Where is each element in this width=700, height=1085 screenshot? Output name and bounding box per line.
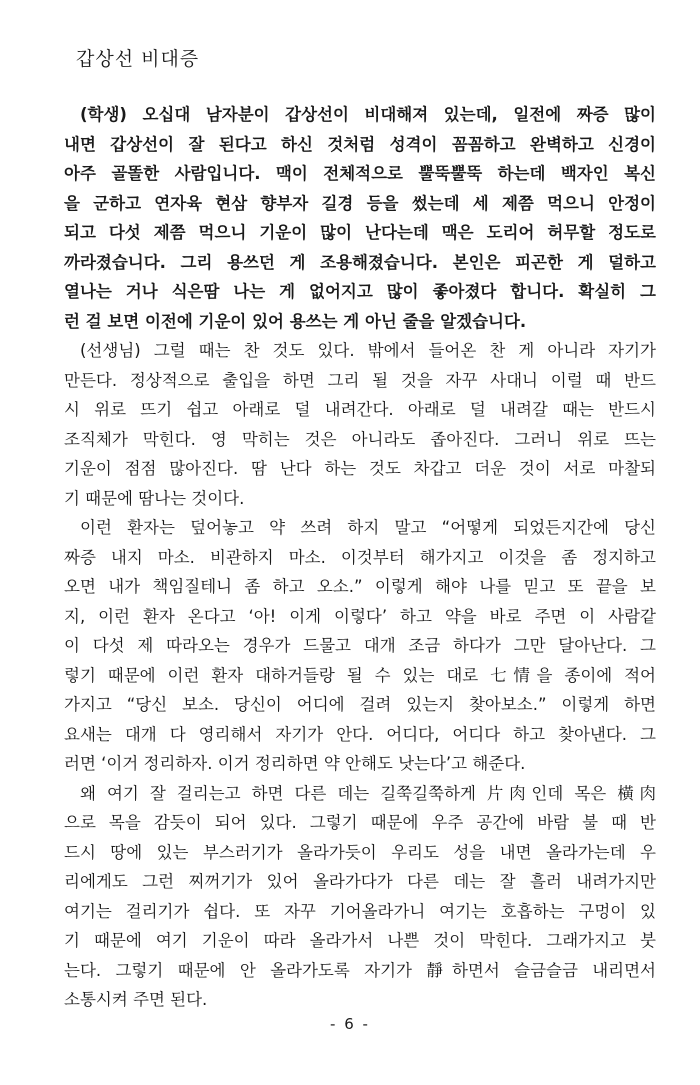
text-line: 는다. 그렇기 때문에 안 올라가도록 자기가 靜하면서 슬금슬금 내리면서 xyxy=(64,960,656,980)
text-line: 러면 ‘이거 정리하자. 이거 정리하면 약 안해도 낫는다’고 해준다. xyxy=(64,754,526,773)
text-line: 아주 골똘한 사람입니다. 맥이 전체적으로 뿔뚝뿔뚝 하는데 백자인 복신 xyxy=(64,164,656,183)
page-number: - 6 - xyxy=(330,1015,370,1033)
text-line: 시 위로 뜨기 쉽고 아래로 덜 내려간다. 아래로 덜 내려갈 때는 반드시 xyxy=(64,400,656,419)
text-line: (학생) 오십대 남자분이 갑상선이 비대해져 있는데, 일전에 짜증 많이 xyxy=(80,105,656,124)
text-line: 이 다섯 제 따라오는 경우가 드물고 대개 조금 하다가 그만 달아난다. 그 xyxy=(64,636,656,655)
text-line: (선생님) 그럴 때는 찬 것도 있다. 밖에서 들어온 찬 게 아니라 자기가 xyxy=(80,341,656,360)
text-line: 으로 목을 감듯이 되어 있다. 그렇기 때문에 우주 공간에 바람 불 때 반 xyxy=(64,813,656,832)
text-line: 열나는 거나 식은땀 나는 게 없어지고 많이 좋아졌다 합니다. 확실히 그 xyxy=(64,282,656,301)
text-line: 기 때문에 땀나는 것이다. xyxy=(64,488,245,508)
text-line: 되고 다섯 제쯤 먹으니 기운이 많이 난다는데 맥은 도리어 허무할 정도로 xyxy=(64,223,656,242)
paragraph xyxy=(64,513,656,779)
page-title: 갑상선 비대증 xyxy=(76,48,200,70)
text-line: 여기는 걸리기가 쉽다. 또 자꾸 기어올라가니 여기는 호흡하는 구멍이 있 xyxy=(64,901,656,921)
document-body xyxy=(64,100,656,1015)
text-line: 이런 환자는 덮어놓고 약 쓰려 하지 말고 “어떻게 되었든지간에 당신 xyxy=(80,518,656,537)
text-line: 조직체가 막힌다. 영 막히는 것은 아니라도 좁아진다. 그러니 위로 뜨는 xyxy=(64,429,656,449)
text-line: 을 군하고 연자육 현삼 향부자 길경 등을 썼는데 세 제쯤 먹으니 안정이 xyxy=(64,193,656,213)
text-line: 까라졌습니다. 그리 용쓰던 게 조용해졌습니다. 본인은 피곤한 게 덜하고 xyxy=(64,252,656,272)
text-line: 소통시켜 주면 된다. xyxy=(64,990,208,1009)
paragraph xyxy=(64,100,656,336)
text-line: 오면 내가 책임질테니 좀 하고 오소.” 이렇게 해야 나를 믿고 또 끝을 보 xyxy=(64,577,656,596)
text-line: 드시 땅에 있는 부스러기가 올라가듯이 우리도 성을 내면 올라가는데 우 xyxy=(64,842,656,862)
text-line: 내면 갑상선이 잘 된다고 하신 것처럼 성격이 꼼꼼하고 완벽하고 신경이 xyxy=(64,134,656,154)
text-line: 가지고 “당신 보소. 당신이 어디에 걸려 있는지 찾아보소.” 이렇게 하면 xyxy=(64,695,656,714)
text-line: 요새는 대개 다 영리해서 자기가 안다. 어디다, 어디다 하고 찾아낸다. 그 xyxy=(64,724,656,744)
text-line: 기 때문에 여기 기운이 따라 올라가서 나쁜 것이 막힌다. 그래가지고 붓 xyxy=(64,931,656,950)
text-line: 왜 여기 잘 걸리는고 하면 다른 데는 길쭉길쭉하게 片肉인데 목은 橫肉 xyxy=(80,783,656,803)
text-line: 만든다. 정상적으로 출입을 하면 그리 될 것을 자꾸 사대니 이럴 때 반드 xyxy=(64,370,656,390)
paragraph xyxy=(64,779,656,1015)
text-line: 기운이 점점 많아진다. 땀 난다 하는 것도 차갑고 더운 것이 서로 마찰되 xyxy=(64,459,656,478)
text-line: 지, 이런 환자 온다고 ‘아! 이게 이렇다’ 하고 약을 바로 주면 이 사람같 xyxy=(64,606,656,626)
text-line: 짜증 내지 마소. 비관하지 마소. 이것부터 해가지고 이것을 좀 정지하고 xyxy=(64,547,656,567)
text-line: 렇기 때문에 이런 환자 대하거들랑 될 수 있는 대로 七情을 종이에 적어 xyxy=(64,665,656,685)
text-line: 리에게도 그런 찌꺼기가 있어 올라가다가 다른 데는 잘 흘러 내려가지만 xyxy=(64,872,656,891)
text-line: 런 걸 보면 이전에 기운이 있어 용쓰는 게 아닌 줄을 알겠습니다. xyxy=(64,311,527,331)
paragraph xyxy=(64,336,656,513)
